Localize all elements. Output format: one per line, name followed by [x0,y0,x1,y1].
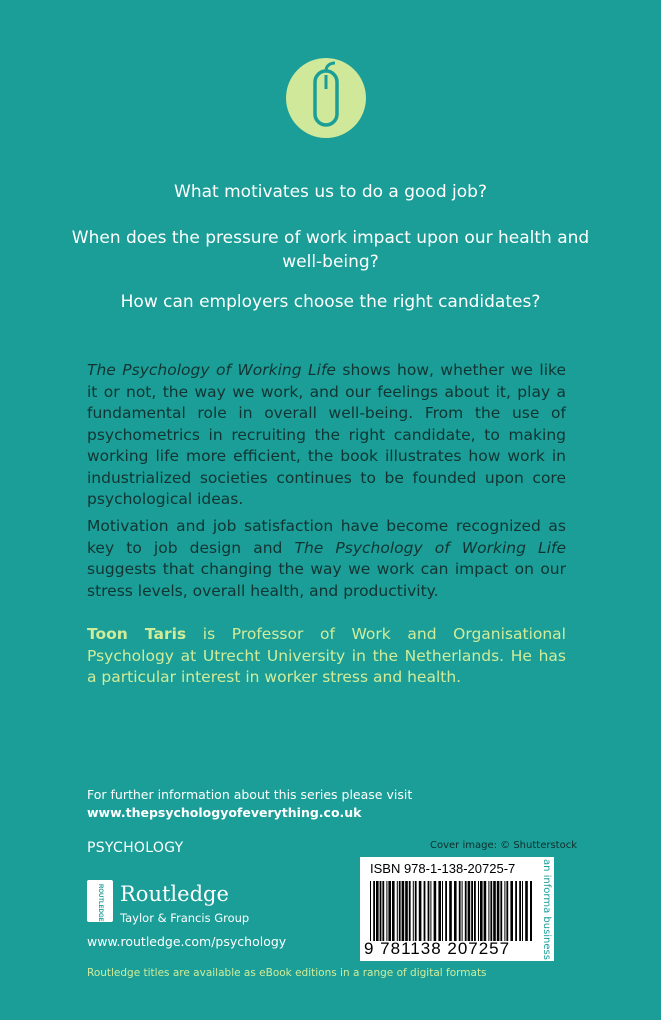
routledge-vertical-text: ROUTLEDGE [97,884,103,922]
informa-text: an informa business [541,858,552,960]
barcode-bars [368,881,532,941]
barcode-bar [397,881,398,941]
barcode-bar [522,881,523,941]
barcode-bar [525,881,528,941]
blurb-p1-text: shows how, whether we like it or not, the way we work, and our feelings about it, play a fundamental role in overall well-being. From the use of psychometrics in recruiting the right candidate, to making working life more efficient, the book illustrates how work in industrialized societies continues to be founded upon core psychological ideas. [87,361,566,508]
barcode-bar [474,881,476,941]
book-title: The Psychology of Working Life [87,361,336,379]
barcode-bar [386,881,387,941]
barcode-bar [510,881,513,941]
barcode-bar [480,881,483,941]
publisher-group: Taylor & Francis Group [120,911,250,925]
barcode-bar [430,881,431,941]
blurb-p2-text: suggests that changing the way we work can impact on our stress levels, overall health, and productivity. [87,560,566,600]
barcode-bar [490,881,492,941]
barcode-bar [380,881,382,941]
barcode-bar [488,881,489,941]
cover-credit: Cover image: © Shutterstock [430,840,578,851]
barcode-bar [428,881,430,941]
barcode-bar [382,881,384,941]
further-info-text: For further information about this series please visit [87,787,413,802]
barcode-bar [376,881,379,941]
barcode-bar [500,881,502,941]
blurb-p2-start: Motivation and job satisfaction have become recognized as key to job design and [87,517,566,557]
author-name: Toon Taris [87,625,187,643]
barcode-bar [459,881,461,941]
barcode-bar [465,881,467,941]
informa-strip [540,857,554,961]
barcode-bar [373,881,375,941]
barcode-bar [493,881,496,941]
barcode-bar [471,881,473,941]
question-3: How can employers choose the right candidates? [120,292,541,312]
ebook-note: Routledge titles are available as eBook editions in a range of digital formats [87,967,487,979]
book-title: The Psychology of Working Life [294,538,566,557]
barcode-bar [519,881,521,941]
mouse-icon [285,57,367,139]
barcode-bar [415,881,417,941]
barcode-bar [370,881,371,941]
barcode-bar [504,881,505,941]
series-url[interactable]: www.thepsychologyofeverything.co.uk [87,805,362,820]
barcode-bar [442,881,443,941]
subject-category: PSYCHOLOGY [87,840,184,856]
blurb-paragraph-1 [87,360,566,511]
barcode-bar [478,881,479,941]
isbn-text: ISBN 978-1-138-20725-7 [370,861,516,876]
barcode-bar [388,881,391,941]
question-2: When does the pressure of work impact upon our health and well-being? [71,228,590,272]
barcode-bar [515,881,517,941]
barcode-bar [399,881,401,941]
barcode-bar [454,881,457,941]
barcode-bar [462,881,463,941]
blurb-paragraph-2 [87,516,566,602]
author-bio-text: is Professor of Work and Organisational Psychology at Utrecht University in the Netherlands. He has a particular interest in worker stress and health. [87,625,566,686]
barcode-bar [409,881,411,941]
barcode-bar [445,881,447,941]
barcode [360,857,540,961]
barcode-bar [484,881,487,941]
barcode-bar [405,881,408,941]
publisher-url[interactable]: www.routledge.com/psychology [87,934,287,949]
barcode-bar [424,881,426,941]
barcode-number: 9 781138 207257 [364,939,511,958]
barcode-bar [449,881,452,941]
barcode-bar [392,881,395,941]
barcode-bar [468,881,471,941]
barcode-bar [506,881,508,941]
barcode-bar [438,881,441,941]
barcode-bar [413,881,414,941]
barcode-bar [497,881,500,941]
question-1: What motivates us to do a good job? [174,182,487,202]
barcode-bar [402,881,405,941]
publisher-name: Routledge [120,882,229,906]
barcode-bar [419,881,422,941]
further-info [87,786,412,822]
barcode-bar [434,881,437,941]
author-bio [87,624,566,689]
barcode-bar [530,881,532,941]
